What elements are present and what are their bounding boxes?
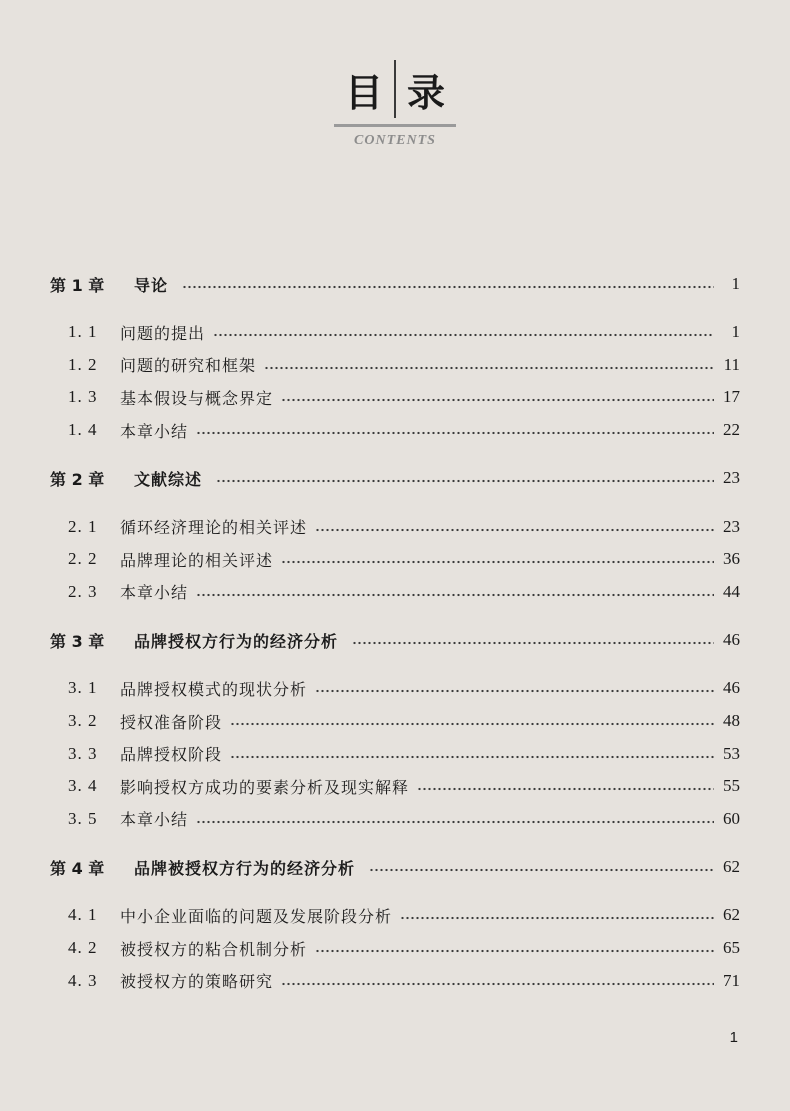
dot-leader <box>315 528 714 532</box>
dot-leader <box>230 755 714 759</box>
section-page-number: 46 <box>723 678 740 698</box>
section-page-number: 23 <box>723 516 740 536</box>
page-subtitle: CONTENTS <box>354 133 436 148</box>
page-number: 1 <box>729 1029 738 1046</box>
toc-section-entry[interactable] <box>50 576 740 609</box>
section-number: 3. 2 <box>68 711 98 731</box>
section-title: 影响授权方成功的要素分析及现实解释 <box>120 777 410 797</box>
chapter-page-number: 1 <box>731 274 740 293</box>
section-page-number: 22 <box>723 420 740 440</box>
dot-leader <box>196 593 714 597</box>
section-number: 4. 3 <box>68 970 98 990</box>
chapter-page-number: 46 <box>723 630 740 650</box>
dot-leader <box>315 689 714 693</box>
section-number: 3. 5 <box>68 808 98 828</box>
title-char-left: 目 <box>344 69 383 115</box>
section-page-number: 17 <box>723 387 740 407</box>
section-title: 问题的研究和框架 <box>120 356 257 376</box>
section-title: 本章小结 <box>120 421 189 441</box>
dot-leader <box>400 916 714 920</box>
toc-chapter-entry[interactable] <box>50 849 740 885</box>
section-page-number: 62 <box>723 905 740 925</box>
section-page-number: 36 <box>723 549 740 569</box>
chapter-spacer <box>50 496 740 510</box>
title-char-right: 录 <box>406 69 445 115</box>
toc-section-entry[interactable] <box>50 672 740 705</box>
toc-section-entry[interactable] <box>50 316 740 349</box>
dot-leader <box>196 431 714 435</box>
dot-leader <box>281 982 714 986</box>
section-page-number: 48 <box>723 711 740 731</box>
toc-section-entry[interactable] <box>50 932 740 965</box>
section-title: 品牌理论的相关评述 <box>120 550 274 570</box>
toc-section-entry[interactable] <box>50 770 740 803</box>
section-number: 3. 4 <box>68 776 98 796</box>
section-page-number: 1 <box>731 322 740 342</box>
dot-leader <box>315 949 714 953</box>
section-title: 本章小结 <box>120 810 189 830</box>
chapter-spacer <box>50 302 740 316</box>
section-title: 品牌授权模式的现状分析 <box>120 679 308 699</box>
toc-section-entry[interactable] <box>50 543 740 576</box>
chapter-title: 品牌被授权方行为的经济分析 <box>134 858 356 878</box>
dot-leader <box>281 560 714 564</box>
toc-section-entry[interactable] <box>50 510 740 543</box>
toc-section-entry[interactable] <box>50 414 740 447</box>
section-page-number: 44 <box>723 581 740 601</box>
section-number: 1. 2 <box>68 354 98 374</box>
chapter-number: 第 1 章 <box>50 275 105 295</box>
chapter-spacer <box>50 885 740 899</box>
chapter-spacer <box>50 608 740 622</box>
dot-leader <box>230 722 714 726</box>
dot-leader <box>369 868 714 872</box>
section-title: 本章小结 <box>120 583 189 603</box>
section-page-number: 11 <box>723 354 740 374</box>
chapter-spacer <box>50 835 740 849</box>
section-number: 3. 1 <box>68 678 98 698</box>
chapter-title: 品牌授权方行为的经济分析 <box>134 631 339 651</box>
section-title: 被授权方的策略研究 <box>120 972 274 992</box>
dot-leader <box>216 479 714 483</box>
toc-section-entry[interactable] <box>50 964 740 997</box>
chapter-spacer <box>50 446 740 460</box>
chapter-page-number: 23 <box>723 468 740 488</box>
section-title: 问题的提出 <box>120 323 206 343</box>
chapter-number: 第 4 章 <box>50 858 105 878</box>
dot-leader <box>352 641 714 645</box>
section-title: 基本假设与概念界定 <box>120 388 274 408</box>
chapter-number: 第 3 章 <box>50 631 105 651</box>
section-number: 1. 4 <box>68 420 98 440</box>
section-page-number: 71 <box>723 970 740 990</box>
table-of-contents <box>50 266 740 997</box>
dot-leader <box>182 285 714 289</box>
dot-leader <box>213 333 714 337</box>
section-number: 4. 2 <box>68 938 98 958</box>
section-title: 中小企业面临的问题及发展阶段分析 <box>120 906 393 926</box>
dot-leader <box>417 787 714 791</box>
section-number: 2. 3 <box>68 581 98 601</box>
title-divider <box>394 60 396 118</box>
page-title <box>0 58 790 120</box>
dot-leader <box>264 366 714 370</box>
chapter-title: 文献综述 <box>134 469 203 489</box>
chapter-spacer <box>50 658 740 672</box>
toc-section-entry[interactable] <box>50 737 740 770</box>
section-page-number: 65 <box>723 938 740 958</box>
toc-section-entry[interactable] <box>50 381 740 414</box>
section-number: 4. 1 <box>68 905 98 925</box>
section-title: 品牌授权阶段 <box>120 745 223 765</box>
toc-section-entry[interactable] <box>50 705 740 738</box>
toc-section-entry[interactable] <box>50 349 740 382</box>
section-page-number: 55 <box>723 776 740 796</box>
chapter-title: 导论 <box>134 275 169 295</box>
chapter-page-number: 62 <box>723 857 740 877</box>
dot-leader <box>281 398 714 402</box>
toc-chapter-entry[interactable] <box>50 266 740 302</box>
section-number: 2. 1 <box>68 516 98 536</box>
section-title: 循环经济理论的相关评述 <box>120 518 308 538</box>
section-page-number: 60 <box>723 808 740 828</box>
section-number: 2. 2 <box>68 549 98 569</box>
toc-section-entry[interactable] <box>50 899 740 932</box>
toc-chapter-entry[interactable] <box>50 622 740 658</box>
section-page-number: 53 <box>723 743 740 763</box>
chapter-number: 第 2 章 <box>50 469 105 489</box>
section-title: 授权准备阶段 <box>120 712 223 732</box>
section-number: 1. 3 <box>68 387 98 407</box>
section-number: 3. 3 <box>68 743 98 763</box>
toc-chapter-entry[interactable] <box>50 460 740 496</box>
title-underline <box>334 124 456 127</box>
toc-header <box>0 58 790 149</box>
toc-section-entry[interactable] <box>50 803 740 836</box>
section-number: 1. 1 <box>68 322 98 342</box>
dot-leader <box>196 820 714 824</box>
section-title: 被授权方的粘合机制分析 <box>120 939 308 959</box>
